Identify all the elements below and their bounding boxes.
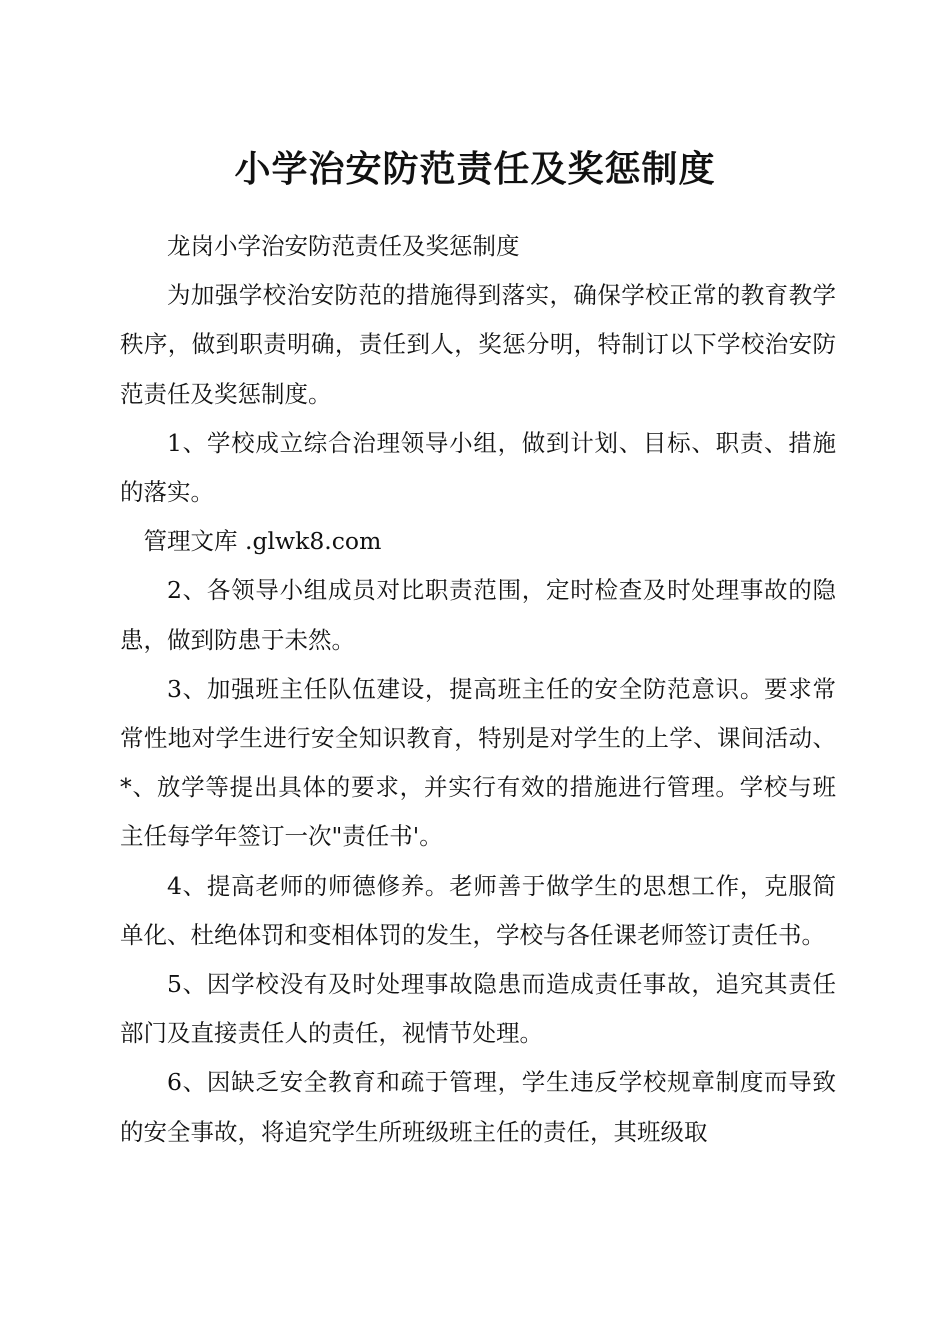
subtitle-paragraph: 龙岗小学治安防范责任及奖惩制度 <box>167 232 520 260</box>
item-6-paragraph: 6、因缺乏安全教育和疏于管理，学生违反学校规章制度而导致的安全事故，将追究学生所班级班主任的责任，其班级取 <box>120 1068 836 1146</box>
source-note: 管理文库 .glwk8.com <box>143 527 382 556</box>
item-4-paragraph: 4、提高老师的师德修养。老师善于做学生的思想工作，克服简单化、杜绝体罚和变相体罚的发生，学校与各任课老师签订责任书。 <box>120 871 836 949</box>
item-1-paragraph: 1、学校成立综合治理领导小组，做到计划、目标、职责、措施的落实。 <box>120 428 836 507</box>
item-3-paragraph: 3、加强班主任队伍建设，提高班主任的安全防范意识。要求常常性地对学生进行安全知识教育，特别是对学生的上学、课间活动、*、放学等提出具体的要求，并实行有效的措施进行管理。学校与班主任每学年签订一次"责任书'。 <box>120 674 836 851</box>
intro-paragraph: 为加强学校治安防范的措施得到落实，确保学校正常的教育教学秩序，做到职责明确，责任到人，奖惩分明，特制订以下学校治安防范责任及奖惩制度。 <box>120 281 836 408</box>
item-2-paragraph: 2、各领导小组成员对比职责范围，定时检查及时处理事故的隐患，做到防患于未然。 <box>120 576 836 654</box>
item-5-paragraph: 5、因学校没有及时处理事故隐患而造成责任事故，追究其责任部门及直接责任人的责任，视情节处理。 <box>120 970 836 1048</box>
document-title: 小学治安防范责任及奖惩制度 <box>234 148 716 190</box>
document-body <box>120 222 836 1157</box>
